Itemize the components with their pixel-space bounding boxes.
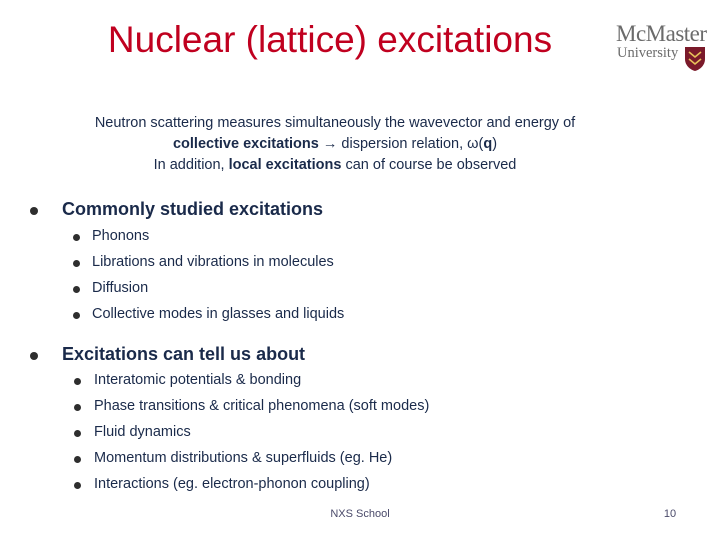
- bullet-dot: [73, 312, 80, 319]
- list-item: Phonons: [92, 228, 150, 244]
- list-item: Fluid dynamics: [94, 424, 191, 440]
- footer-label: NXS School: [330, 508, 390, 520]
- logo-subtitle: University: [617, 45, 679, 61]
- bullet-dot: [74, 404, 81, 411]
- intro-line-1: Neutron scattering measures simultaneously the wavevector and energy of: [94, 115, 576, 131]
- list-item: Collective modes in glasses and liquids: [92, 306, 345, 322]
- intro-observed: can of course be observed: [345, 157, 517, 174]
- list-item: Interatomic potentials & bonding: [94, 372, 302, 388]
- intro-additionally: In addition,: [153, 157, 225, 174]
- page-number: 10: [663, 508, 677, 520]
- section-heading-excitations: Commonly studied excitations: [62, 199, 324, 219]
- crest-icon: [684, 46, 706, 72]
- bullet-dot: [74, 482, 81, 489]
- list-item: Diffusion: [92, 280, 149, 296]
- intro-text: [50, 113, 620, 176]
- slide-title: Nuclear (lattice) excitations: [107, 19, 553, 60]
- bullet-dot: [30, 352, 38, 360]
- paren-close: ): [492, 136, 498, 153]
- intro-local: local excitations: [228, 157, 342, 174]
- bullet-dot: [74, 378, 81, 385]
- intro-line-2: [50, 134, 620, 155]
- bullet-dot: [30, 207, 38, 215]
- paren-open: (: [478, 136, 484, 153]
- intro-collective: collective excitations: [172, 136, 319, 153]
- intro-dispersion: dispersion relation,: [341, 136, 464, 153]
- arrow-icon: →: [322, 136, 338, 153]
- list-item: Interactions (eg. electron-phonon coupling): [94, 476, 370, 492]
- bullet-dot: [74, 430, 81, 437]
- q-symbol: q: [483, 136, 493, 153]
- section-heading-tell-us: Excitations can tell us about: [62, 344, 306, 364]
- bullet-dot: [73, 234, 80, 241]
- list-item: Momentum distributions & superfluids (eg. He): [94, 450, 393, 466]
- logo-wordmark: McMaster: [616, 21, 707, 46]
- bullet-dot: [73, 286, 80, 293]
- intro-line-3: [50, 155, 620, 176]
- bullet-dot: [74, 456, 81, 463]
- list-item: Librations and vibrations in molecules: [92, 254, 334, 270]
- omega-symbol: ω: [467, 136, 479, 153]
- list-item: Phase transitions & critical phenomena (soft modes): [94, 398, 430, 414]
- bullet-dot: [73, 260, 80, 267]
- mcmaster-logo: [616, 22, 712, 78]
